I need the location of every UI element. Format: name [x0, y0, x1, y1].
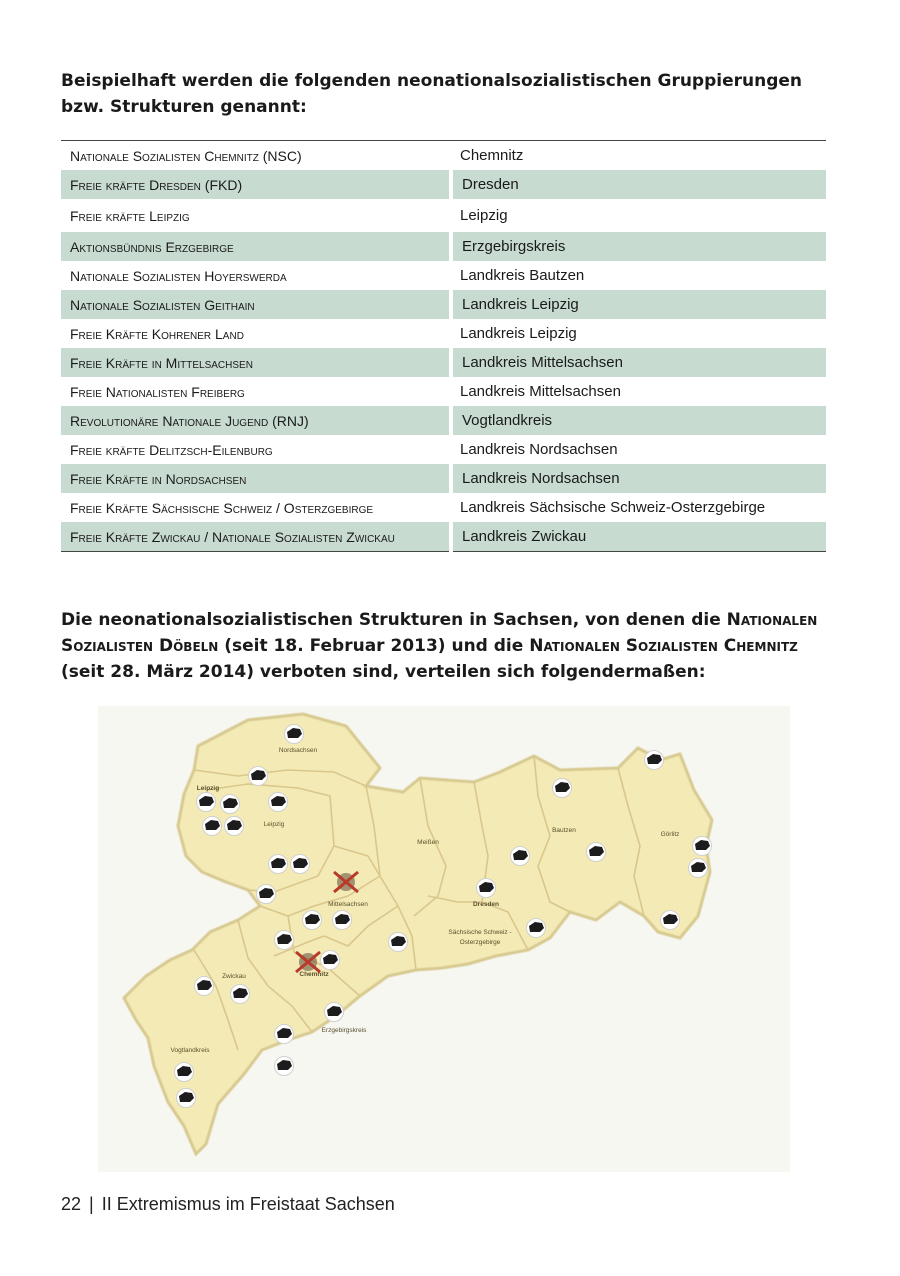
- group-region: Landkreis Sächsische Schweiz-Osterzgebirge: [460, 499, 766, 516]
- label-dresden: Dresden: [472, 901, 500, 908]
- table-row: [61, 464, 826, 493]
- group-name: Nationale Sozialisten Chemnitz (NSC): [70, 147, 302, 164]
- group-region: Landkreis Zwickau: [451, 522, 826, 552]
- group-region: Leipzig: [460, 207, 508, 224]
- label-zwickau: Zwickau: [222, 973, 246, 980]
- page-footer: [61, 1194, 403, 1215]
- group-name: Freie Kräfte in Mittelsachsen: [61, 348, 451, 377]
- group-marker-icon: [231, 985, 250, 1004]
- group-name: Freie kräfte Delitzsch-Eilenburg: [70, 441, 273, 458]
- group-marker-icon: [177, 1089, 196, 1108]
- group-name: Freie Kräfte Kohrener Land: [70, 325, 244, 342]
- group-marker-icon: [221, 795, 240, 814]
- group-marker-icon: [269, 793, 288, 812]
- para-text: (seit 28. März 2014) verboten sind, verteilen sich folgendermaßen:: [61, 662, 706, 682]
- table-row: [61, 522, 826, 552]
- group-name: Freie kräfte Leipzig: [70, 207, 190, 224]
- group-marker-icon: [303, 911, 322, 930]
- table-row: [61, 232, 826, 261]
- group-marker-icon: [203, 817, 222, 836]
- banned-marker-chemnitz: [296, 952, 320, 972]
- saxony-map-svg: [98, 706, 790, 1172]
- table-row: [61, 199, 826, 232]
- group-marker-icon: [225, 817, 244, 836]
- group-region: Landkreis Nordsachsen: [451, 464, 826, 493]
- group-region: Landkreis Leipzig: [451, 290, 826, 319]
- groups-table: [61, 140, 826, 552]
- para-text: Die neonationalsozialistischen Strukturen in Sachsen, von denen die: [61, 610, 727, 630]
- group-name: Freie Kräfte in Nordsachsen: [61, 464, 451, 493]
- table-row: [61, 319, 826, 348]
- group-marker-icon: [325, 1003, 344, 1022]
- group-region: Landkreis Nordsachsen: [460, 441, 618, 458]
- group-name: Revolutionäre Nationale Jugend (RNJ): [61, 406, 451, 435]
- saxony-map: [98, 706, 790, 1172]
- page-number: 22: [61, 1194, 82, 1214]
- group-name: Freie Kräfte Sächsische Schweiz / Osterzgebirge: [70, 499, 374, 516]
- group-name: Aktionsbündnis Erzgebirge: [61, 232, 451, 261]
- group-marker-icon: [527, 919, 546, 938]
- table-row: [61, 170, 826, 199]
- distribution-paragraph: [61, 607, 831, 685]
- banned-marker-doebeln: [334, 872, 358, 892]
- label-bautzen: Bautzen: [552, 827, 576, 834]
- group-marker-icon: [587, 843, 606, 862]
- group-marker-icon: [553, 779, 572, 798]
- group-marker-icon: [645, 751, 664, 770]
- group-marker-icon: [275, 931, 294, 950]
- label-osterzgebirge: Osterzgebirge: [459, 939, 501, 946]
- group-region: Landkreis Mittelsachsen: [460, 383, 621, 400]
- group-marker-icon: [175, 1063, 194, 1082]
- table-row: [61, 435, 826, 464]
- group-marker-icon: [477, 879, 496, 898]
- group-marker-icon: [275, 1025, 294, 1044]
- group-marker-icon: [195, 977, 214, 996]
- intro-paragraph: Beispielhaft werden die folgenden neonationalsozialistischen Gruppierungen bzw. Strukturen genannt:: [61, 71, 803, 117]
- table-row: [61, 348, 826, 377]
- group-name: Nationale Sozialisten Hoyerswerda: [70, 267, 287, 284]
- group-region: Landkreis Leipzig: [460, 325, 577, 342]
- label-erzgebirgskreis: Erzgebirgskreis: [321, 1027, 367, 1034]
- table-row: [61, 141, 826, 171]
- table-row: [61, 377, 826, 406]
- group-marker-icon: [321, 951, 340, 970]
- group-name: Nationale Sozialisten Geithain: [61, 290, 451, 319]
- label-meissen: Meißen: [417, 839, 439, 846]
- para-text: (seit 18. Februar 2013) und die: [218, 636, 530, 656]
- group-region: Landkreis Bautzen: [460, 267, 585, 284]
- group-marker-icon: [197, 793, 216, 812]
- group-region: Vogtlandkreis: [451, 406, 826, 435]
- group-marker-icon: [285, 725, 304, 744]
- table-row: [61, 261, 826, 290]
- label-goerlitz: Görlitz: [660, 831, 680, 838]
- table-row: [61, 493, 826, 522]
- label-leipzig-lk: Leipzig: [263, 821, 285, 828]
- group-name: Freie kräfte Dresden (FKD): [61, 170, 451, 199]
- group-marker-icon: [511, 847, 530, 866]
- group-region: Chemnitz: [460, 147, 524, 164]
- group-marker-icon: [269, 855, 288, 874]
- table-row: [61, 406, 826, 435]
- label-chemnitz: Chemnitz: [299, 971, 329, 978]
- group-region: Dresden: [451, 170, 826, 199]
- group-marker-icon: [333, 911, 352, 930]
- saxony-outline: [124, 714, 712, 1154]
- group-marker-icon: [249, 767, 268, 786]
- footer-separator: |: [89, 1194, 94, 1214]
- group-name: Freie Kräfte Zwickau / Nationale Sozialisten Zwickau: [61, 522, 451, 552]
- para-group-name: Nationalen Sozialisten Chemnitz: [529, 636, 798, 656]
- label-vogtlandkreis: Vogtlandkreis: [170, 1047, 210, 1054]
- group-marker-icon: [661, 911, 680, 930]
- label-saechsische-schweiz: Sächsische Schweiz -: [448, 929, 512, 936]
- table-row: [61, 290, 826, 319]
- footer-section-title: II Extremismus im Freistaat Sachsen: [101, 1194, 395, 1214]
- group-region: Erzgebirgskreis: [451, 232, 826, 261]
- para-group-name: Nationalen Sozialisten Döbeln: [61, 610, 818, 656]
- group-marker-icon: [291, 855, 310, 874]
- group-name: Freie Nationalisten Freiberg: [70, 383, 245, 400]
- group-marker-icon: [689, 859, 708, 878]
- group-marker-icon: [257, 885, 276, 904]
- label-leipzig-city: Leipzig: [196, 785, 220, 792]
- group-region: Landkreis Mittelsachsen: [451, 348, 826, 377]
- group-marker-icon: [389, 933, 408, 952]
- group-marker-icon: [693, 837, 712, 856]
- group-marker-icon: [275, 1057, 294, 1076]
- label-mittelsachsen: Mittelsachsen: [328, 901, 368, 908]
- label-nordsachsen: Nordsachsen: [278, 747, 318, 754]
